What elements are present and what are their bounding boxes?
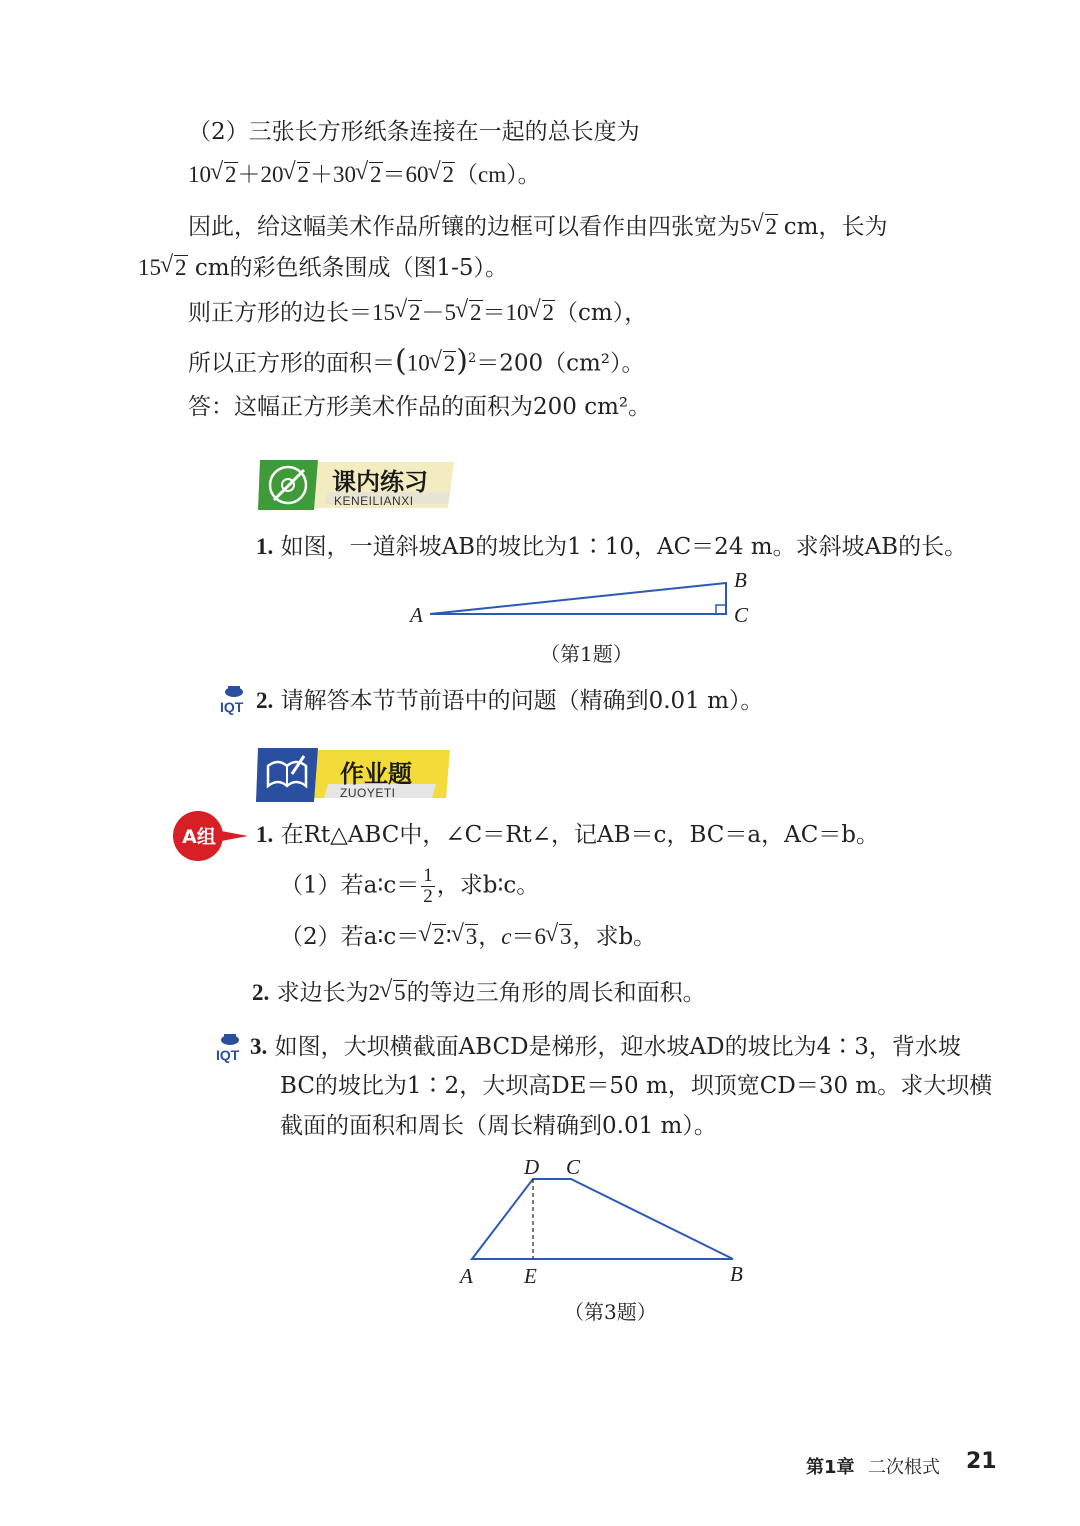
point-d-label: D (524, 1155, 540, 1179)
practice-banner-title: 课内练习 (332, 468, 428, 496)
iqt-icon (218, 682, 256, 716)
footer-chapter: 第1章 (806, 1457, 855, 1478)
solution-line-1: （2）三张长方形纸条连接在一起的总长度为 (188, 119, 640, 145)
solution-answer: 答：这幅正方形美术作品的面积为200 cm²。 (188, 394, 652, 420)
protractor-icon (260, 460, 316, 510)
dam-trapezoid (472, 1179, 733, 1259)
point-b-label: B (730, 1262, 743, 1286)
notebook-pen-icon (258, 748, 316, 800)
point-a-label: A (460, 1264, 473, 1288)
homework-q3-line-3: 截面的面积和周长（周长精确到0.01 m）。 (280, 1113, 717, 1139)
solution-line-4: 15√ 2 cm的彩色纸条围成（图1-5）。 (138, 253, 508, 283)
homework-q3-line-1: 3. 如图，大坝横截面ABCD是梯形，迎水坡AD的坡比为4∶3，背水坡 (250, 1034, 961, 1060)
homework-q3-line-2: BC的坡比为1∶2，大坝高DE＝50 m，坝顶宽CD＝30 m。求大坝横 (280, 1073, 993, 1099)
group-a-label: A组 (182, 826, 216, 848)
solution-line-2: 10√ 2＋20√ 2＋30√ 2＝60√ 2（cm）。 (188, 160, 541, 190)
point-a-label: A (410, 603, 423, 627)
right-angle-mark (716, 605, 726, 614)
homework-banner-subtitle: ZUOYETI (340, 786, 396, 800)
figure-3-caption: （第3题） (564, 1300, 657, 1324)
practice-banner (258, 456, 458, 514)
homework-q1-part2: （2）若a∶c＝√ 2∶√ 3，c＝6√ 3，求b。 (280, 922, 656, 952)
practice-banner-subtitle: KENEILIANXI (334, 494, 414, 508)
homework-q2: 2. 求边长为2√ 5的等边三角形的周长和面积。 (252, 978, 706, 1008)
homework-q1: 1. 在Rt△ABC中，∠C＝Rt∠，记AB＝c，BC＝a，AC＝b。 (256, 822, 880, 848)
dam-figure (450, 1150, 760, 1290)
svg-text:IQT: IQT (216, 1047, 240, 1063)
point-e-label: E (524, 1264, 537, 1288)
practice-q1: 1. 如图，一道斜坡AB的坡比为1∶10，AC＝24 m。求斜坡AB的长。 (256, 534, 968, 560)
slope-triangle (430, 583, 726, 614)
point-c-label: C (734, 603, 749, 627)
solution-line-6: 所以正方形的面积＝(10√ 2)$^2$＝200（cm²）。 (188, 344, 645, 379)
homework-banner (256, 746, 452, 804)
figure-1-caption: （第1题） (540, 642, 633, 666)
footer-chapter-title: 二次根式 (868, 1457, 940, 1478)
group-a-badge (172, 810, 252, 862)
solution-line-3: 因此，给这幅美术作品所镶的边框可以看作由四张宽为5√ 2 cm，长为 (188, 212, 887, 242)
solution-line-5: 则正方形的边长＝15√ 2－5√ 2＝10√ 2（cm）， (188, 298, 647, 328)
homework-banner-title: 作业题 (340, 760, 412, 788)
practice-q2: 2. 请解答本节节前语中的问题（精确到0.01 m）。 (256, 688, 764, 714)
svg-text:IQT: IQT (220, 699, 244, 715)
iqt-icon (214, 1030, 252, 1064)
point-c-label: C (566, 1155, 581, 1179)
homework-q1-part1: （1）若a∶c＝ $\frac{1}{2}$ ，求b∶c。 (280, 865, 540, 907)
point-b-label: B (734, 568, 747, 592)
page-number: 21 (966, 1449, 997, 1474)
slope-figure (400, 565, 760, 635)
